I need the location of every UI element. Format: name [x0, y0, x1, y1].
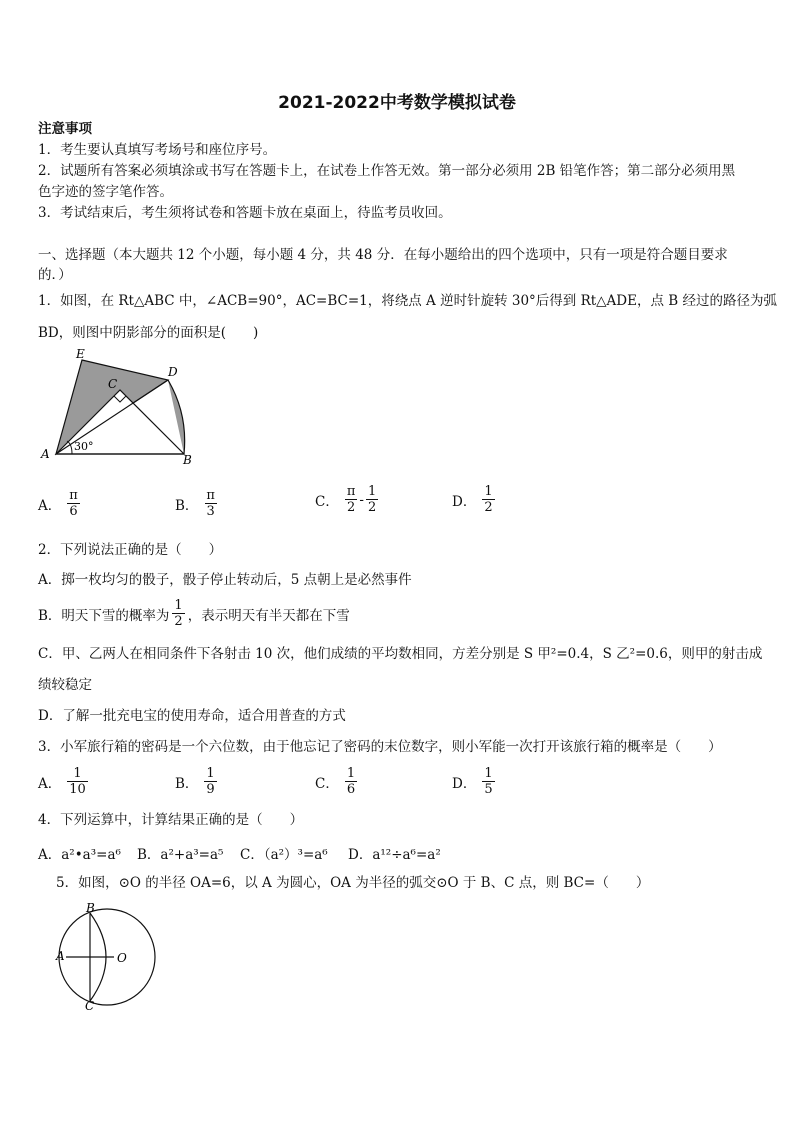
- q1-option-b-fraction: [204, 488, 217, 519]
- q4-option-d-text: D．a¹²÷a⁶=a²: [348, 847, 441, 863]
- q3-option-c-num: 1: [346, 766, 356, 781]
- q3-option-a-den: 10: [69, 782, 86, 797]
- q4-option-a[interactable]: [38, 843, 121, 863]
- q3-option-b-den: 9: [206, 782, 215, 797]
- q1-option-b-den: 3: [206, 504, 215, 519]
- q5-figure: [52, 900, 162, 1015]
- q1-label-angle: 30°: [74, 440, 94, 453]
- q3-option-d-num: 1: [484, 766, 493, 781]
- q1-figure: [36, 346, 206, 468]
- q1-option-d-den: 2: [484, 500, 493, 515]
- notice-heading: 注意事项: [38, 121, 92, 137]
- q1-option-b[interactable]: [175, 488, 217, 519]
- q1-option-a-den: 6: [69, 504, 78, 519]
- q3-option-d[interactable]: [452, 766, 495, 797]
- q3-option-a-num: 1: [73, 766, 82, 781]
- q3-option-b-num: 1: [206, 766, 215, 781]
- q1-stem-line1: 1．如图，在 Rt△ABC 中，∠ACB=90°，AC=BC=1，将绕点 A 逆时针旋转 30°后得到 Rt△ADE，点 B 经过的路径为弧: [38, 293, 777, 309]
- q1-option-c-minus: -: [359, 491, 364, 508]
- q3-option-a-fraction: [67, 766, 88, 797]
- q1-option-c-den2: 2: [367, 500, 377, 515]
- q4-option-b-text: B．a²+a³=a⁵: [137, 847, 224, 863]
- q2-option-d[interactable]: D．了解一批充电宝的使用寿命，适合用普查的方式: [38, 708, 346, 724]
- q4-option-d[interactable]: [348, 843, 441, 863]
- q2-option-b-den: 2: [174, 614, 183, 629]
- q2-stem: 2．下列说法正确的是（ ）: [38, 542, 223, 558]
- q4-option-c-text: C．（a²）³=a⁶: [240, 847, 328, 863]
- q3-option-c[interactable]: [315, 766, 357, 797]
- q3-option-d-den: 5: [484, 782, 493, 797]
- page-title: 2021-2022中考数学模拟试卷: [278, 93, 516, 113]
- q1-option-d-fraction: [482, 484, 494, 515]
- q3-option-d-fraction: [482, 766, 494, 797]
- q1-option-d-num: 1: [484, 484, 493, 499]
- q1-option-a-num: π: [69, 488, 78, 503]
- q1-label-a: A: [41, 447, 50, 461]
- q3-option-a-label: A．: [38, 775, 62, 792]
- q3-option-c-fraction: [345, 766, 357, 797]
- q2-option-c-line2: 绩较稳定: [38, 677, 92, 693]
- notice-item-2: 2．试题所有答案必须填涂或书写在答题卡上，在试卷上作答无效。第一部分必须用 2B 铅笔作答；第二部分必须用黑: [38, 163, 736, 179]
- q1-option-b-label: B．: [175, 497, 199, 514]
- q2-option-b-num: 1: [174, 598, 183, 613]
- q1-option-c-label: C．: [315, 493, 339, 510]
- q1-option-d[interactable]: [452, 484, 495, 515]
- q3-stem: 3．小军旅行箱的密码是一个六位数，由于他忘记了密码的末位数字，则小军能一次打开该旅行箱的概率是（ ）: [38, 739, 722, 755]
- q2-option-b[interactable]: [38, 598, 350, 629]
- q1-option-c-fraction-1: [345, 484, 358, 515]
- notice-item-3: 3．考试结束后，考生须将试卷和答题卡放在桌面上，待监考员收回。: [38, 205, 452, 221]
- q1-option-a-fraction: [67, 488, 80, 519]
- q5-label-a: A: [56, 949, 65, 963]
- notice-item-2-cont: 色字迹的签字笔作答。: [38, 184, 173, 200]
- q2-option-b-post: ，表示明天有半天都在下雪: [187, 607, 350, 624]
- q1-option-c-num2: 1: [367, 484, 377, 499]
- q1-stem-line2: BD，则图中阴影部分的面积是( ): [38, 325, 259, 341]
- q3-option-b[interactable]: [175, 766, 217, 797]
- section-heading-line2: 的．）: [38, 267, 72, 283]
- q4-option-c[interactable]: [240, 843, 328, 863]
- q3-option-c-den: 6: [346, 782, 356, 797]
- q1-option-c[interactable]: [315, 484, 378, 515]
- q2-option-c-line1[interactable]: C．甲、乙两人在相同条件下各射击 10 次，他们成绩的平均数相同，方差分别是 S 甲²=0.4，S 乙²=0.6，则甲的射击成: [38, 646, 763, 662]
- q1-option-c-den1: 2: [346, 500, 356, 515]
- q1-option-a-label: A．: [38, 497, 62, 514]
- q3-option-b-fraction: [204, 766, 216, 797]
- q3-option-d-label: D．: [452, 775, 477, 792]
- q3-option-c-label: C．: [315, 775, 339, 792]
- q1-label-c: C: [108, 377, 118, 391]
- q1-option-a[interactable]: [38, 488, 80, 519]
- q1-option-d-label: D．: [452, 493, 477, 510]
- q5-stem: 5．如图，⊙O 的半径 OA=6，以 A 为圆心，OA 为半径的弧交⊙O 于 B、C 点，则 BC=（ ）: [56, 875, 650, 891]
- q1-option-c-num1: π: [346, 484, 356, 499]
- q2-option-a[interactable]: A．掷一枚均匀的骰子，骰子停止转动后，5 点朝上是必然事件: [38, 572, 412, 588]
- q2-option-b-fraction: [172, 598, 184, 629]
- q4-option-b[interactable]: [137, 843, 223, 863]
- notice-item-1: 1．考生要认真填写考场号和座位序号。: [38, 142, 277, 158]
- q5-label-b: B: [86, 901, 95, 915]
- q4-option-a-text: A．a²•a³=a⁶: [38, 847, 121, 863]
- q1-option-c-fraction-2: [366, 484, 378, 515]
- q2-option-b-pre: B．明天下雪的概率为: [38, 607, 170, 624]
- section-heading-line1: 一、选择题（本大题共 12 个小题，每小题 4 分，共 48 分．在每小题给出的四个选项中，只有一项是符合题目要求: [38, 247, 728, 263]
- q1-label-b: B: [183, 453, 192, 467]
- q5-label-o: O: [117, 951, 127, 965]
- q1-label-d: D: [168, 365, 178, 379]
- q1-option-b-num: π: [206, 488, 215, 503]
- q3-option-b-label: B．: [175, 775, 199, 792]
- q5-label-c: C: [85, 999, 95, 1013]
- q1-label-e: E: [76, 347, 85, 361]
- q4-stem: 4．下列运算中，计算结果正确的是（ ）: [38, 812, 304, 828]
- q3-option-a[interactable]: [38, 766, 88, 797]
